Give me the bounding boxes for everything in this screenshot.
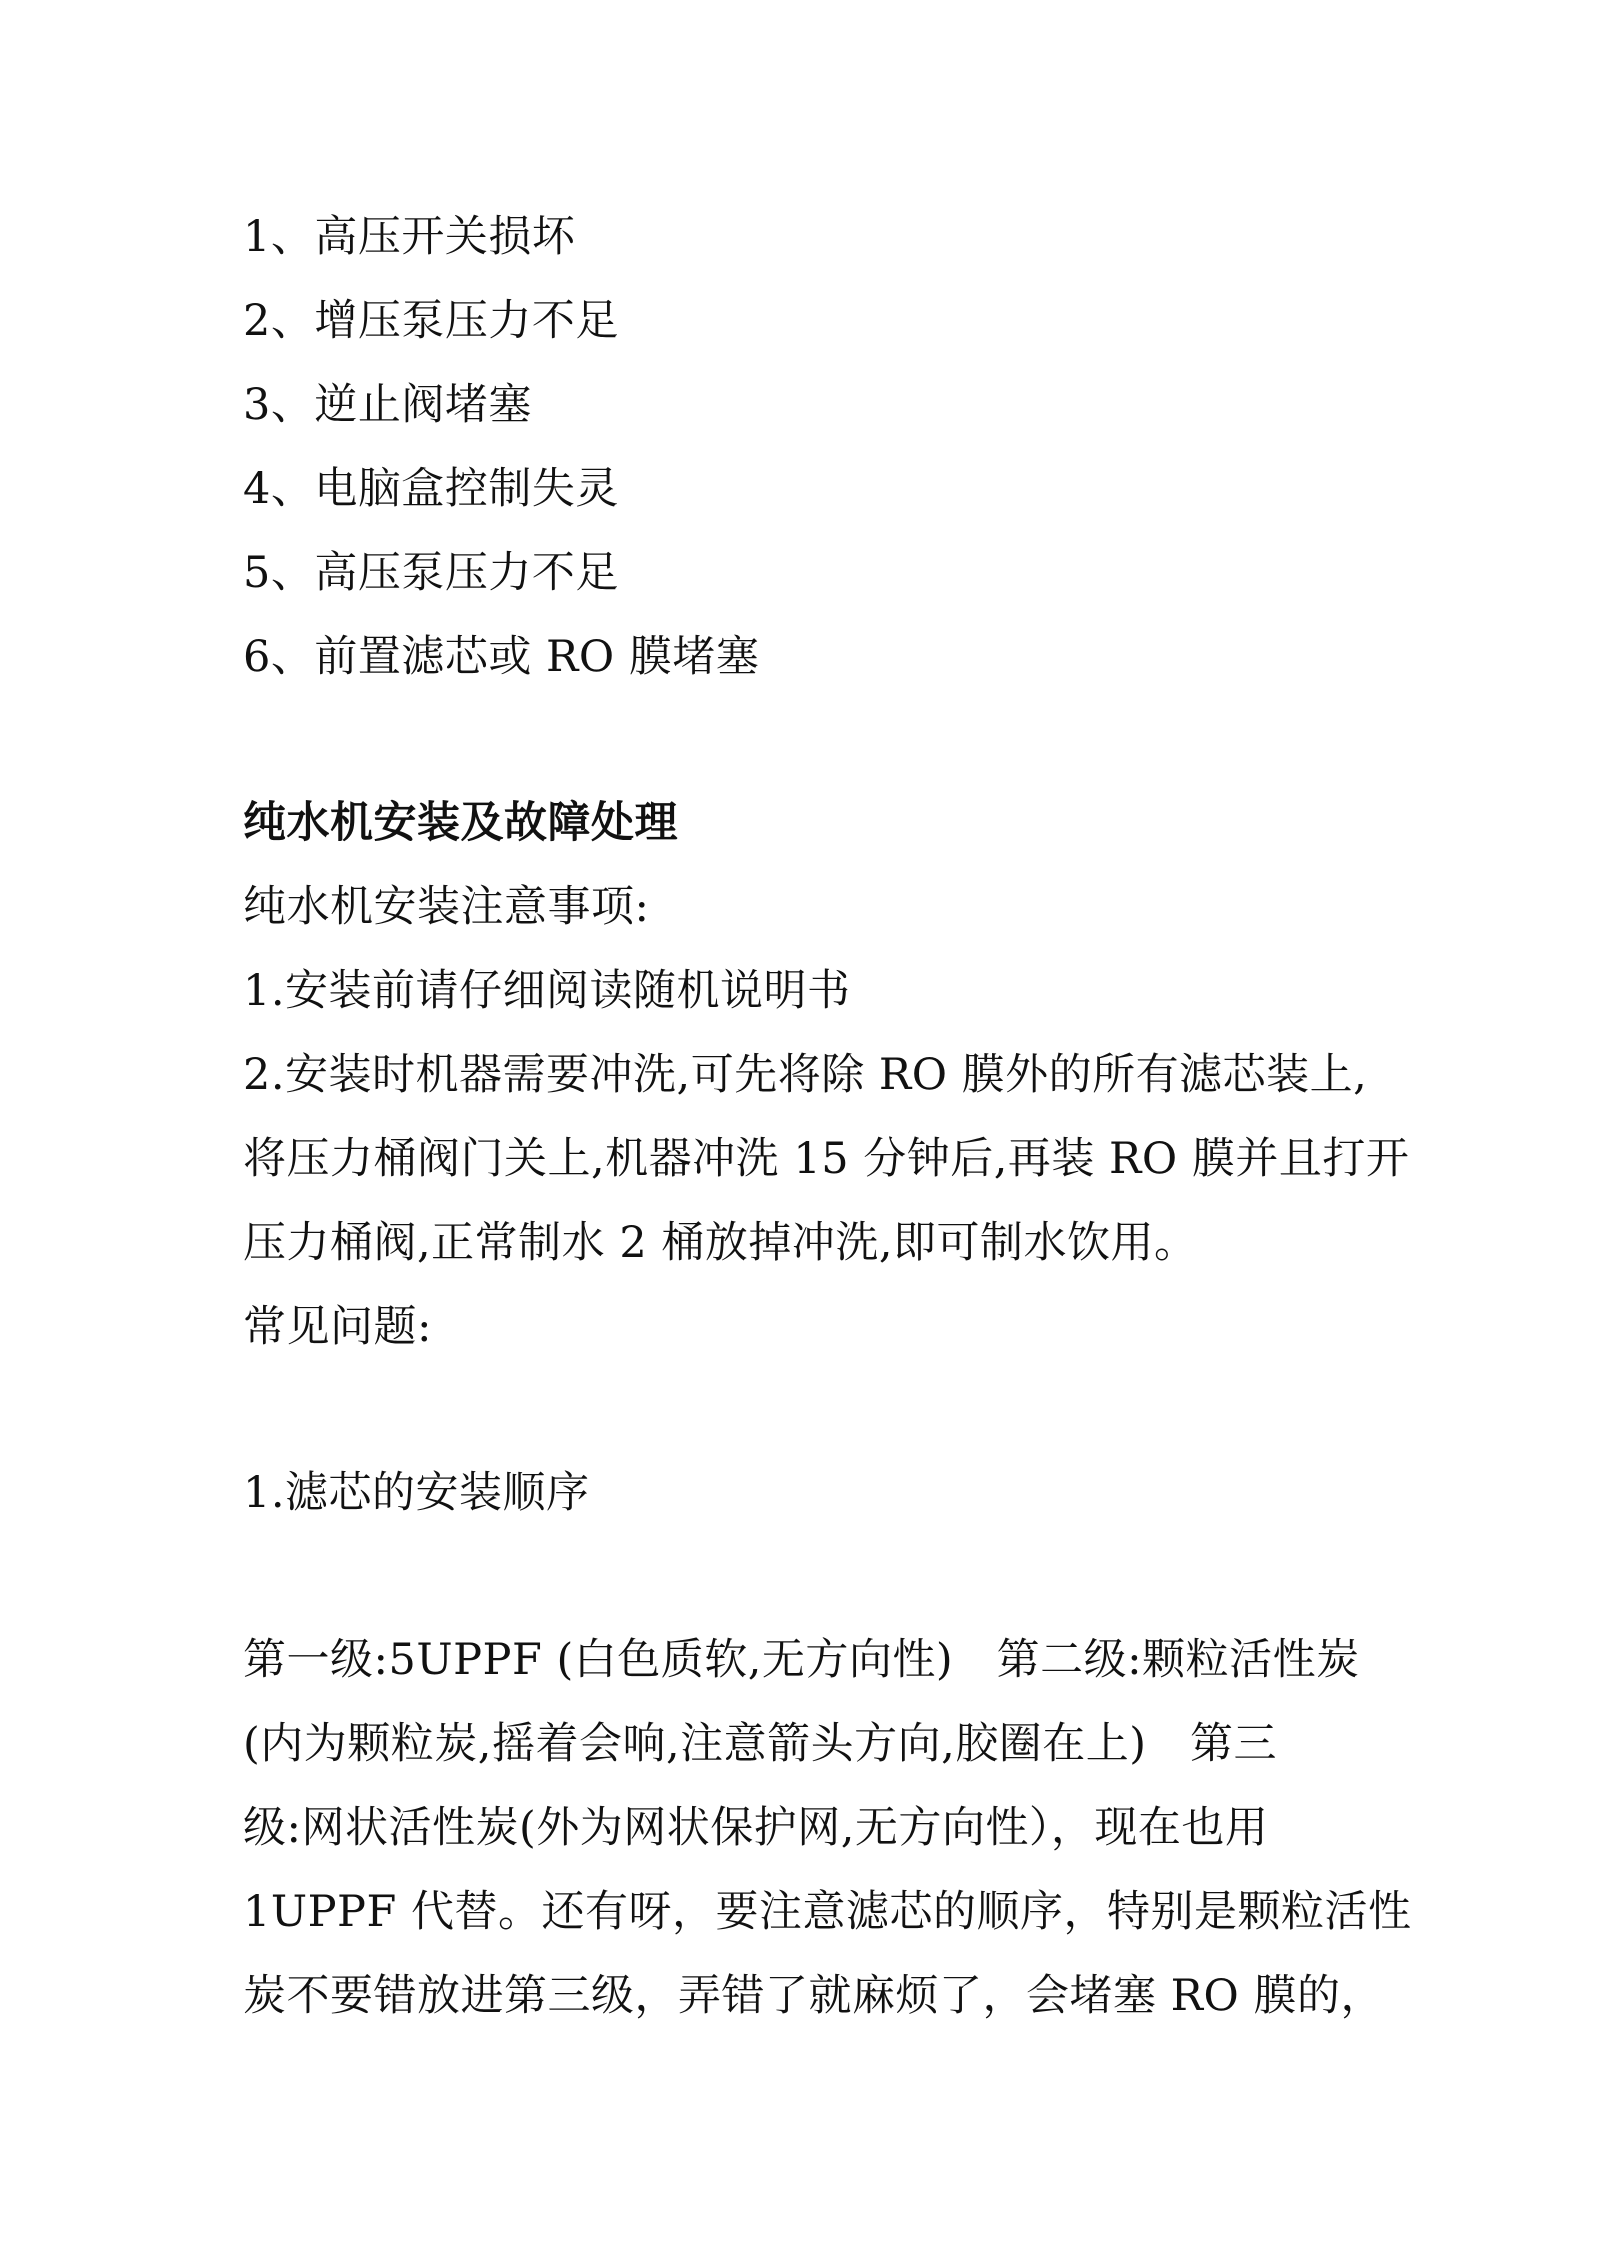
faq-item-title: 1.滤芯的安装顺序 — [243, 1468, 590, 1518]
section-title: 纯水机安装及故障处理 — [243, 798, 678, 848]
list-item: 4、电脑盒控制失灵 — [243, 464, 619, 514]
faq-body-line: 炭不要错放进第三级，弄错了就麻烦了，会堵塞 RO 膜的， — [243, 1971, 1384, 2021]
list-item: 1、高压开关损坏 — [243, 212, 576, 262]
note-line: 将压力桶阀门关上,机器冲洗 15 分钟后,再装 RO 膜并且打开 — [243, 1134, 1410, 1184]
faq-body-line: 第一级:5UPPF (白色质软,无方向性) 第二级:颗粒活性炭 — [243, 1635, 1360, 1685]
notes-heading: 纯水机安装注意事项: — [243, 882, 650, 932]
list-item: 3、逆止阀堵塞 — [243, 380, 532, 430]
faq-body-line: (内为颗粒炭,摇着会响,注意箭头方向,胶圈在上) 第三 — [243, 1719, 1278, 1769]
note-line: 压力桶阀,正常制水 2 桶放掉冲洗,即可制水饮用。 — [243, 1218, 1198, 1268]
faq-body-line: 1UPPF 代替。还有呀，要注意滤芯的顺序，特别是颗粒活性 — [243, 1887, 1412, 1937]
list-item: 5、高压泵压力不足 — [243, 548, 619, 598]
list-item: 2、增压泵压力不足 — [243, 296, 619, 346]
list-item: 6、前置滤芯或 RO 膜堵塞 — [243, 632, 760, 682]
note-item: 1.安装前请仔细阅读随机说明书 — [243, 966, 851, 1016]
note-line: 2.安装时机器需要冲洗,可先将除 RO 膜外的所有滤芯装上, — [243, 1050, 1368, 1100]
faq-heading: 常见问题: — [243, 1302, 432, 1352]
faq-body-line: 级:网状活性炭(外为网状保护网,无方向性），现在也用 — [243, 1803, 1269, 1853]
